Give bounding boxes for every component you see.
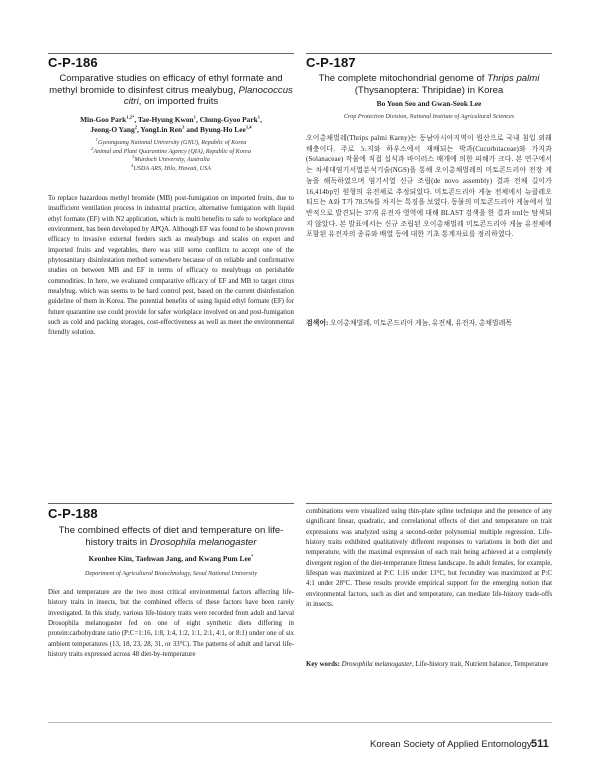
title-line: Comparative studies on efficacy of ethyl formate and xyxy=(59,73,283,84)
title-line: methyl bromide to disinfest citrus mealybug, Planococcus xyxy=(49,84,293,96)
keywords: 검색어: 오이총채벌레, 미토콘드리아 게놈, 유전체, 유전자, 총채벌레목 xyxy=(306,320,512,327)
abstract-body: To replace hazardous methyl bromide (MB) post-fumigation on imported fruits, due to insufficient ventilation process in industrial practice, alternative fumigation with liquid ethyl formate (EF) with N2 application, which is multi benefits to safe to workplace and environment, has been developed by APQA. Although EF was found to be shown proven efficacy to invasive external feeders such as mealybugs and scales on export and imported fruits and vegetables, there was still some conflicts to accept one of the phytosanitary disinfestation method somewhere because of on reliable and confirmative studies on between MB and EF in terms of efficacy to mealybugs on perishable commodities. In here, we evaluated comparative efficacy of EF and MB to target citrus mealybug, which was seems to be hard control pest, based on the current disinfestation guideline of them in Korea. The potential benefits of using liquid ethyl formate (EF) for future quarantine use could provide for safer workplace involved on and post-fumigation such as cold and packing storages, cost-effectiveness as well as meet the environmental friendly solution. xyxy=(48,195,294,337)
abstract-title xyxy=(306,73,552,96)
affiliations: $^1$Gyeongsang National University (GNU), Republic of Korea $^2$Animal and Plant Quarantine Agency (QIA), Republic of Korea $^3$Murdoch University, Australia $^4$USDA ARS, Hilo, Hawaii, USA xyxy=(91,136,251,172)
abstract-title xyxy=(48,73,294,108)
authors: Min-Goo Park$^{1,2*}$, Tae-Hyung Kwon$^1$, Chung-Gyoo Park$^1$, Jeong-O Yang$^2$, YongLin Ren$^3$ and Byung-Ho Lee$^{1,4}$ xyxy=(80,114,262,134)
section-rule xyxy=(48,53,294,54)
section-rule xyxy=(306,53,552,54)
abstract-code: C-P-188 xyxy=(48,506,98,521)
title-line: The combined effects of diet and temperature on life- xyxy=(58,525,284,536)
abstract-body-continued: combinations were visualized using thin-plate spline technique and the presence of any significant linear, quadratic, and correlational effects of diet and temperature on trait expressions was analyzed using a second-order polynomial multiple regression. Life-history traits exhibited qualitatively different responses to variations in both diet and temperature, with the maximal expression of each trait being achieved at a completely divergent region of the diet-temperature fitness landscape. In adult females, for example, lifespan was maximized at P:C 1:16 under 13°C, but fecundity was maximized at P:C 4:1 under 28°C. These results provide empirical support for the emerging notion that environmental factors, such as diet and temperature, can mediate life-history trade-offs in insects. xyxy=(306,508,552,609)
title-line: (Thysanoptera: Thripidae) in Korea xyxy=(354,84,504,96)
affiliations: Crop Protection Division, National Institute of Agricultural Sciences xyxy=(343,113,515,120)
abstract-code: C-P-186 xyxy=(48,55,98,70)
keywords: Key words: Drosophila melanogaster, Life-history trait, Nutrient balance, Temperature xyxy=(306,661,549,668)
abstract-title xyxy=(48,525,294,548)
abstract-body: 오이총채벌레(Thrips palmi Karny)는 동남아시아지역이 원산으로 국내 침입 외래해충이다. 주로 노지와 하우스에서 재배되는 박과(Cucurbitaceae)와 가지과(Solanaceae) 작물에 직접 섭식과 바이러스 매개에 의한 피해가 크다. 본 연구에서는 차세대염기서열분석기술(NGS)을 통해 오이총채벌레의 미토콘드리아 전장 게놈을 해독하였으며 염기서열 신규 조립(de novo assembly) 결과 전체 길이가 16,414bp인 원형의 유전체로 추정되었다. 미토콘드리아 게놈 전체에서 뉴클레오티드는 A와 T가 78.5%를 차지는 특징을 보였다. 동물의 미토콘드리아 게놈에서 일반적으로 발견되는 37개 유전자 영역에 대해 BLAST 검색을 한 결과 trnI는 탐색되지 않았다. 본 발표에서는 신규 조립된 오이총채벌레 미토콘드리아 게놈 유전체에 포함된 유전자의 종류와 배열 등에 대한 기초 통계자료를 정리하였다. xyxy=(306,135,553,239)
footer-rule xyxy=(48,722,552,723)
section-rule xyxy=(306,503,552,504)
authors: Keonhee Kim, Taehwan Jang, and Kwang Pum Lee* xyxy=(88,553,254,563)
page-number: 511 xyxy=(531,738,549,750)
affiliations: Department of Agricultural Biotechnology, Seoul National University xyxy=(84,570,258,577)
title-line: The complete mitochondrial genome of Thrips palmi xyxy=(318,73,540,84)
authors: Bo Yoon Seo and Gwan-Seok Lee xyxy=(376,99,482,108)
section-rule xyxy=(48,503,294,504)
abstract-code: C-P-187 xyxy=(306,55,356,70)
title-line: history traits in Drosophila melanogaster xyxy=(85,536,257,548)
title-line: citri, on imported fruits xyxy=(123,96,219,107)
abstract-body: Diet and temperature are the two most critical environmental factors affecting life-history traits in insects, but the combined effects of these factors have been rarely investigated. In this study, various life-history traits were recorded from adult and larval Drosophila melanogaster fed on one of eight synthetic diets differing in protein:carbohydrate ratio (P:C=1:16, 1:8, 1:4, 1:2, 1:1, 2:1, 4:1, or 8:1) under one of six ambient temperatures (13, 18, 23, 28, 31, or 33°C). The patterns of adult and larval life-history traits expressed across 48 diet-by-temperature xyxy=(48,589,294,659)
footer-society: Korean Society of Applied Entomology xyxy=(370,739,532,750)
